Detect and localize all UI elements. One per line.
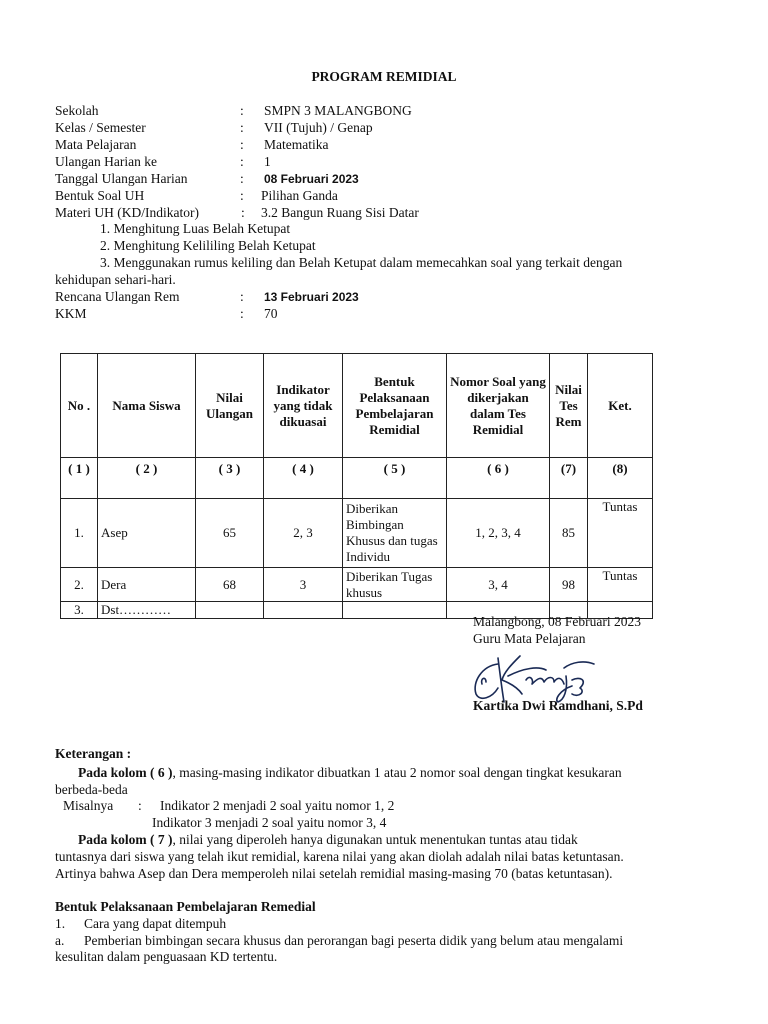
note-2-cont-2: Artinya bahwa Asep dan Dera memperoleh nilai setelah remidial masing-masing 70 (batas ketuntasan). [55,866,613,881]
cell-ket: Tuntas [588,499,653,568]
page-title: PROGRAM REMIDIAL [311,69,457,84]
info-colon: : [240,289,244,304]
info-label-rencana: Rencana Ulangan Rem [55,289,180,304]
info-value-bentuk: Pilihan Ganda [261,188,338,203]
header-nilai-tes: Nilai Tes Rem [550,354,588,458]
col-number: ( 5 ) [343,458,447,499]
example-2: Indikator 3 menjadi 2 soal yaitu nomor 3, 4 [152,815,387,830]
table-row [61,499,653,568]
cell-nama: Asep [98,499,196,568]
section-item-1: Cara yang dapat ditempuh [84,916,227,931]
example-colon: : [138,798,142,813]
info-value-kelas: VII (Tujuh) / Genap [264,120,373,135]
note-1-text: , masing-masing indikator dibuatkan 1 atau 2 nomor soal dengan tingkat kesukaran [172,765,622,780]
cell-nilai [196,602,264,619]
note-2-bold: Pada kolom ( 7 ) [78,832,173,847]
cell-bentuk: Diberikan Tugas khusus [343,568,447,602]
info-colon: : [240,103,244,118]
table-row [61,568,653,602]
section-heading: Bentuk Pelaksanaan Pembelajaran Remedial [55,899,316,914]
cell-nilai-tes: 85 [550,499,588,568]
info-value-tanggal: 08 Februari 2023 [264,172,359,186]
cell-no: 1. [61,499,98,568]
info-label-ulangan: Ulangan Harian ke [55,154,157,169]
header-no: No . [61,354,98,458]
section-item-a-num: a. [55,933,65,948]
section-item-a: Pemberian bimbingan secara khusus dan perorangan bagi peserta didik yang belum atau mengalami [84,933,624,948]
cell-ket: Tuntas [588,568,653,602]
info-value-mapel: Matematika [264,137,329,152]
col-number: ( 1 ) [61,458,98,499]
header-nomor-soal: Nomor Soal yang dikerjakan dalam Tes Remidial [447,354,550,458]
signature-role: Guru Mata Pelajaran [473,631,586,646]
indicator-item: 3. Menggunakan rumus keliling dan Belah Ketupat dalam memecahkan soal yang terkait dengan [100,255,623,270]
info-value-sekolah: SMPN 3 MALANGBONG [264,103,412,118]
info-colon: : [240,120,244,135]
info-label-tanggal: Tanggal Ulangan Harian [55,171,188,186]
info-label-kkm: KKM [55,306,87,321]
section-item-1-num: 1. [55,916,66,931]
col-number: ( 4 ) [264,458,343,499]
info-colon: : [240,306,244,321]
cell-indikator: 3 [264,568,343,602]
note-1 [78,765,622,781]
header-nama: Nama Siswa [98,354,196,458]
note-2 [78,832,578,848]
info-label-kelas: Kelas / Semester [55,120,146,135]
cell-nomor-soal: 1, 2, 3, 4 [447,499,550,568]
notes-heading: Keterangan : [55,746,132,761]
header-ket: Ket. [588,354,653,458]
header-nilai-ulangan: Nilai Ulangan [196,354,264,458]
col-number: ( 2 ) [98,458,196,499]
cell-indikator [264,602,343,619]
info-colon: : [240,137,244,152]
cell-nilai-tes: 98 [550,568,588,602]
col-number: ( 6 ) [447,458,550,499]
example-1: Indikator 2 menjadi 2 soal yaitu nomor 1, 2 [160,798,395,813]
indicator-item-cont: kehidupan sehari-hari. [55,272,176,287]
col-number: (8) [588,458,653,499]
info-colon: : [240,154,244,169]
note-2-cont-1: tuntasnya dari siswa yang telah ikut remidial, karena nilai yang akan diolah adalah nilai batas ketuntasan. [55,849,624,864]
cell-nilai: 68 [196,568,264,602]
table-header-row [61,354,653,458]
info-label-sekolah: Sekolah [55,103,99,118]
col-number: ( 3 ) [196,458,264,499]
cell-no: 2. [61,568,98,602]
info-value-kkm: 70 [264,306,278,321]
info-label-materi: Materi UH (KD/Indikator) [55,205,199,220]
indicator-item: 2. Menghitung Kelililing Belah Ketupat [100,238,316,253]
info-colon: : [240,188,244,203]
signature-name: Kartika Dwi Ramdhani, S.Pd [473,698,643,713]
info-label-mapel: Mata Pelajaran [55,137,137,152]
table-column-numbers-row [61,458,653,499]
remedial-table [60,353,653,619]
cell-nilai: 65 [196,499,264,568]
cell-no: 3. [61,602,98,619]
info-value-ulangan: 1 [264,154,271,169]
cell-nomor-soal: 3, 4 [447,568,550,602]
header-indikator: Indikator yang tidak dikuasai [264,354,343,458]
info-colon: : [240,171,244,186]
note-2-text: , nilai yang diperoleh hanya digunakan untuk menentukan tuntas atau tidak [172,832,578,847]
cell-bentuk: Diberikan Bimbingan Khusus dan tugas Individu [343,499,447,568]
info-value-materi: 3.2 Bangun Ruang Sisi Datar [261,205,419,220]
cell-nama: Dst………… [98,602,196,619]
col-number: (7) [550,458,588,499]
cell-nama: Dera [98,568,196,602]
note-1-cont: berbeda-beda [55,782,128,797]
cell-bentuk [343,602,447,619]
indicator-item: 1. Menghitung Luas Belah Ketupat [100,221,291,236]
info-value-rencana: 13 Februari 2023 [264,290,359,304]
section-item-a-cont: kesulitan dalam penguasaan KD tertentu. [55,949,278,964]
info-colon: : [241,205,245,220]
signature-place-date: Malangbong, 08 Februari 2023 [473,614,641,629]
example-label: Misalnya [63,798,114,813]
cell-indikator: 2, 3 [264,499,343,568]
info-label-bentuk: Bentuk Soal UH [55,188,145,203]
note-1-bold: Pada kolom ( 6 ) [78,765,173,780]
header-bentuk: Bentuk Pelaksanaan Pembelajaran Remidial [343,354,447,458]
